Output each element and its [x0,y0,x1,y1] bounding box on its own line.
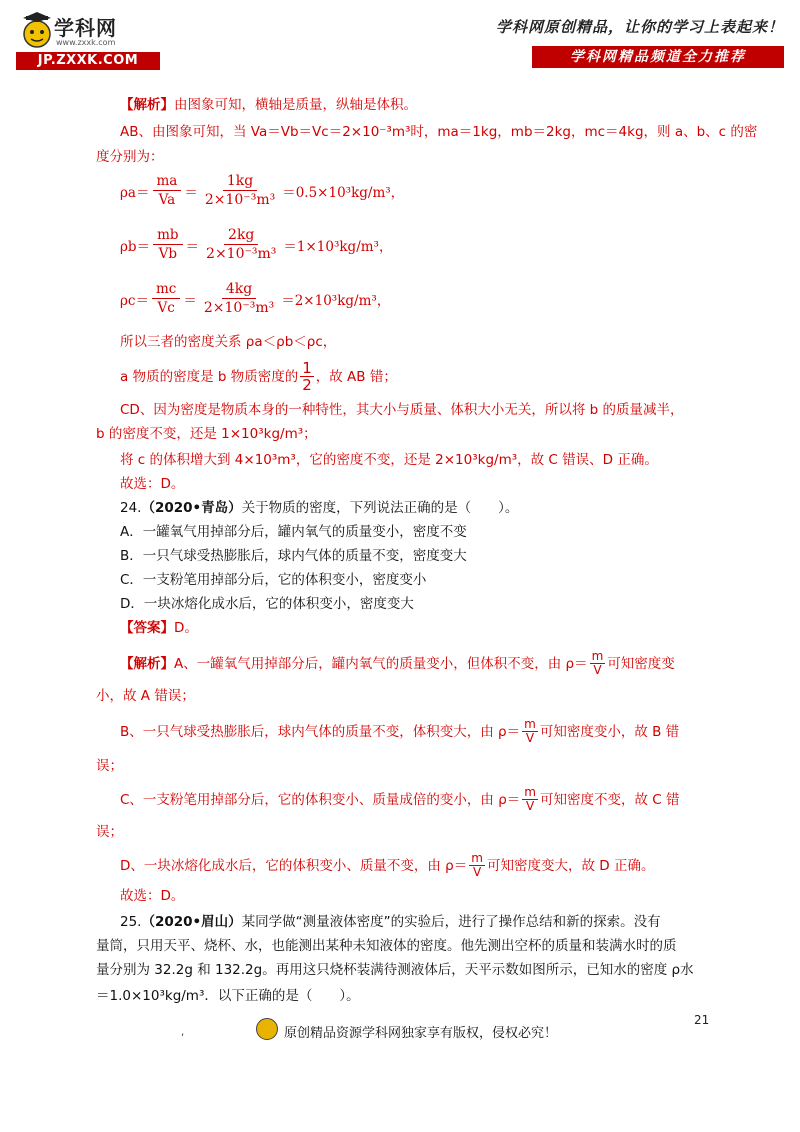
analysis-line-density: 度分别为： [96,149,164,165]
analysis-d-text-end: 可知密度变大，故 D 正确。 [486,857,655,874]
denominator: 2×10⁻³m³ [203,300,275,316]
analysis-intro [120,95,417,115]
option-a: A．一罐氧气用掉部分后，罐内氧气的质量变小，密度不变 [120,524,467,540]
question-text: 关于物质的密度，下列说法正确的是（ ）。 [241,500,519,516]
analysis-c-cont: 误； [96,824,123,840]
question-25 [120,912,661,932]
analysis-d [120,852,654,879]
numerator: mc [152,280,180,299]
formula-c: ρc＝ $\frac{mc}{Vc}$ ＝ $\frac{4kg}{\text{2×10⁻³m³}}$ ＝2×10³kg/m³， [120,281,391,316]
formula-a: ρa＝ $\frac{ma}{Va}$ ＝ $\frac{1kg}{\text{2×10⁻³m³}}$ ＝0.5×10³kg/m³， [120,173,405,208]
analysis-tag: 【解析】 [120,97,174,113]
numerator: 4kg [222,280,256,299]
fraction-m-v [469,852,485,879]
numerator: mb [153,226,182,245]
density-relation: 所以三者的密度关系 ρa＜ρb＜ρc， [120,334,337,350]
copyright-notice: 原创精品资源学科网独家享有版权，侵权必究！ [284,1026,558,1041]
numerator: m [471,851,483,865]
fraction [152,280,180,317]
choice-line-2: 故选：D。 [120,888,185,904]
denominator: Vc [157,300,175,316]
question-text: 某同学做“测量液体密度”的实验后，进行了操作总结和新的探索。没有 [241,914,661,930]
option-b: B．一只气球受热膨胀后，球内气体的质量不变，密度变大 [120,548,467,564]
analysis-a-text-end: 可知密度变 [607,655,675,672]
ab-conclusion-text: a 物质的密度是 b 物质密度的 [120,368,299,385]
question-25-line-2: 量筒，只用天平、烧杯、水，也能测出某种未知液体的密度。他先测出空杯的质量和装满水时的质 [96,938,677,954]
fraction-m-v [522,786,538,813]
ab-conclusion-end: ，故 AB 错； [315,368,397,385]
denominator: 2×10⁻³m³ [204,192,276,208]
analysis-d-text: D、一块冰熔化成水后，它的体积变小、质量不变，由 ρ＝ [120,857,468,874]
recommend-banner: 学科网精品频道全力推荐 [532,46,784,68]
logo-url: JP.ZXXK.COM [16,52,160,70]
question-number: 25. [120,914,142,930]
denominator: Va [158,192,176,208]
formula-result: ＝2×10³kg/m³， [281,292,391,309]
fraction [201,172,279,209]
analysis-c-text-end: 可知密度不变，故 C 错 [540,791,680,808]
formula-rho: ρa＝ [120,184,150,201]
numerator: m [591,649,604,663]
numerator: 2kg [224,226,258,245]
fraction-half [300,360,314,393]
logo-url-small: www.zxxk.com [56,38,116,47]
denominator: V [593,663,602,677]
question-number: 24. [120,500,142,516]
question-24 [120,498,518,518]
formula-result: ＝1×10³kg/m³， [283,238,393,255]
analysis-b-cont: 误； [96,758,123,774]
denominator: 2×10⁻³m³ [206,246,277,262]
ab-conclusion [120,360,397,393]
analysis-b [120,718,679,745]
answer-text: D。 [174,620,198,636]
analysis-a-text: A、一罐氧气用掉部分后，罐内氧气的质量变小，但体积不变，由 ρ＝ [174,655,588,672]
page-number: 21 [694,1013,710,1027]
analysis-a-cont: 小，故 A 错误； [96,688,195,704]
question-source: （2020•青岛） [141,500,242,516]
analysis-text: 由图象可知，横轴是质量，纵轴是体积。 [174,97,417,113]
logo-text: 学科网 [54,16,117,40]
numerator: m [524,785,536,799]
answer-tag: 【答案】 [120,620,174,636]
mascot-icon [256,1018,278,1040]
footer-mark: , [181,1027,185,1038]
question-25-line-4: ＝1.0×10³kg/m³．以下正确的是（ ）。 [96,988,360,1004]
option-d: D．一块冰熔化成水后，它的体积变小，密度变大 [120,596,414,612]
fraction [153,172,182,209]
fraction-m-v [590,650,606,677]
formula-rho: ρb＝ [120,238,151,255]
formula-rho: ρc＝ [120,292,149,309]
mascot-icon [17,10,57,50]
fraction [202,226,280,263]
question-25-line-3: 量分别为 32.2g 和 132.2g。再用这只烧杯装满待测液体后，天平示数如图所示，已知水的密度 ρ水 [96,962,694,978]
fraction-m-v [522,718,538,745]
numerator: 1kg [223,172,257,191]
fraction [153,226,182,263]
slogan: 学科网原创精品，让你的学习上表起来！ [496,18,785,36]
denominator: V [526,799,535,813]
analysis-a [120,650,675,677]
analysis-b-text-end: 可知密度变小，故 B 错 [539,723,680,740]
denominator: V [525,731,535,745]
answer [120,618,198,638]
analysis-c [120,786,680,813]
formula-b: ρb＝ $\frac{mb}{Vb}$ ＝ $\frac{2kg}{\text{2×10⁻³m³}}$ ＝1×10³kg/m³， [120,227,393,262]
denominator: V [473,865,482,879]
cd-analysis-3: 将 c 的体积增大到 4×10³m³，它的密度不变，还是 2×10³kg/m³，故 C 错误、D 正确。 [120,452,658,468]
option-c: C．一支粉笔用掉部分后，它的体积变小，密度变小 [120,572,427,588]
analysis-c-text: C、一支粉笔用掉部分后，它的体积变小、质量成倍的变小，由 ρ＝ [120,791,521,808]
analysis-tag: 【解析】 [120,655,174,672]
cd-analysis-1: CD、因为密度是物质本身的一种特性，其大小与质量、体积大小无关，所以将 b 的质量减半， [120,402,684,418]
fraction [200,280,278,317]
formula-result: ＝0.5×10³kg/m³， [282,184,405,201]
denominator: Vb [158,246,178,262]
choice-line: 故选：D。 [120,476,185,492]
cd-analysis-2: b 的密度不变，还是 1×10³kg/m³； [96,426,317,442]
numerator: ma [153,172,182,191]
numerator: m [524,717,536,731]
denominator: 2 [302,376,312,394]
question-source: （2020•眉山） [141,914,242,930]
analysis-line-ab: AB、由图象可知，当 Va＝Vb＝Vc＝2×10⁻³m³时，ma＝1kg，mb＝2kg，mc＝4kg，则 a、b、c 的密 [120,124,758,140]
analysis-b-text: B、一只气球受热膨胀后，球内气体的质量不变，体积变大，由 ρ＝ [120,723,521,740]
numerator: 1 [302,359,312,377]
